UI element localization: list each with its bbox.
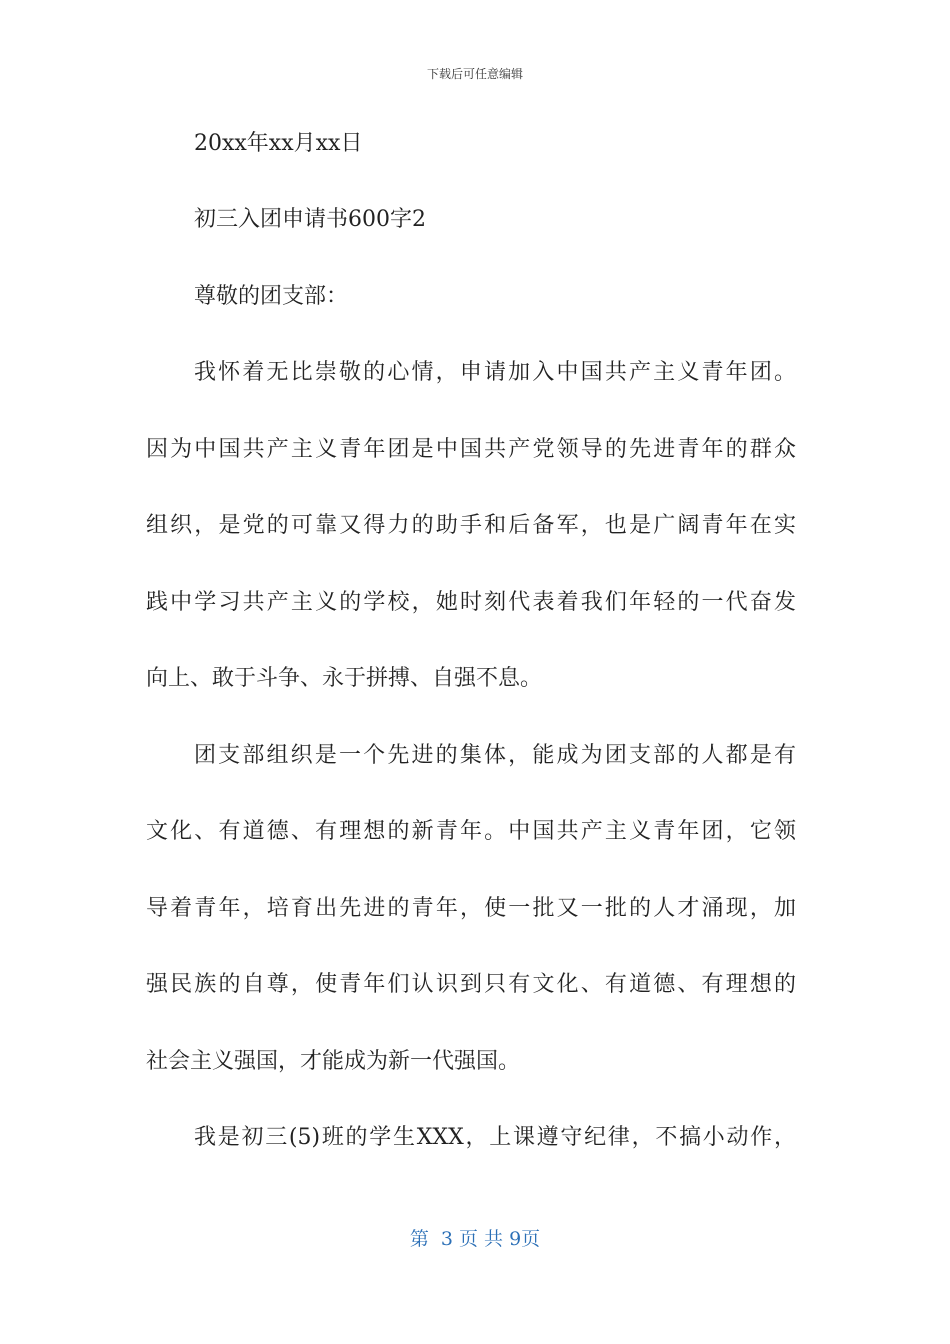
paragraph-line: 导着青年，培育出先进的青年，使一批又一批的人才涌现，加 [146,896,796,921]
paragraph-line: 我是初三(5)班的学生XXX，上课遵守纪律，不搞小动作， [194,1125,796,1150]
paragraph-line: 践中学习共产主义的学校，她时刻代表着我们年轻的一代奋发 [146,590,796,615]
paragraph-line: 组织，是党的可靠又得力的助手和后备军，也是广阔青年在实 [146,513,796,538]
date-line: 20xx年xx月xx日 [194,131,363,156]
page-header: 下载后可任意编辑 [426,67,523,81]
paragraph-line: 文化、有道德、有理想的新青年。中国共产主义青年团，它领 [146,819,796,844]
page-number-footer: 第 3 页 共 9页 [409,1228,541,1250]
paragraph-line: 我怀着无比崇敬的心情，申请加入中国共产主义青年团。 [194,360,796,385]
paragraph-line: 团支部组织是一个先进的集体，能成为团支部的人都是有 [194,743,796,768]
section-title: 初三入团申请书600字2 [194,207,426,232]
paragraph-line: 强民族的自尊，使青年们认识到只有文化、有道德、有理想的 [146,972,796,997]
paragraph-line: 向上、敢于斗争、永于拼搏、自强不息。 [146,666,543,691]
salutation: 尊敬的团支部： [194,284,349,309]
paragraph-line: 社会主义强国，才能成为新一代强国。 [146,1049,521,1074]
paragraph-line: 因为中国共产主义青年团是中国共产党领导的先进青年的群众 [146,437,796,462]
